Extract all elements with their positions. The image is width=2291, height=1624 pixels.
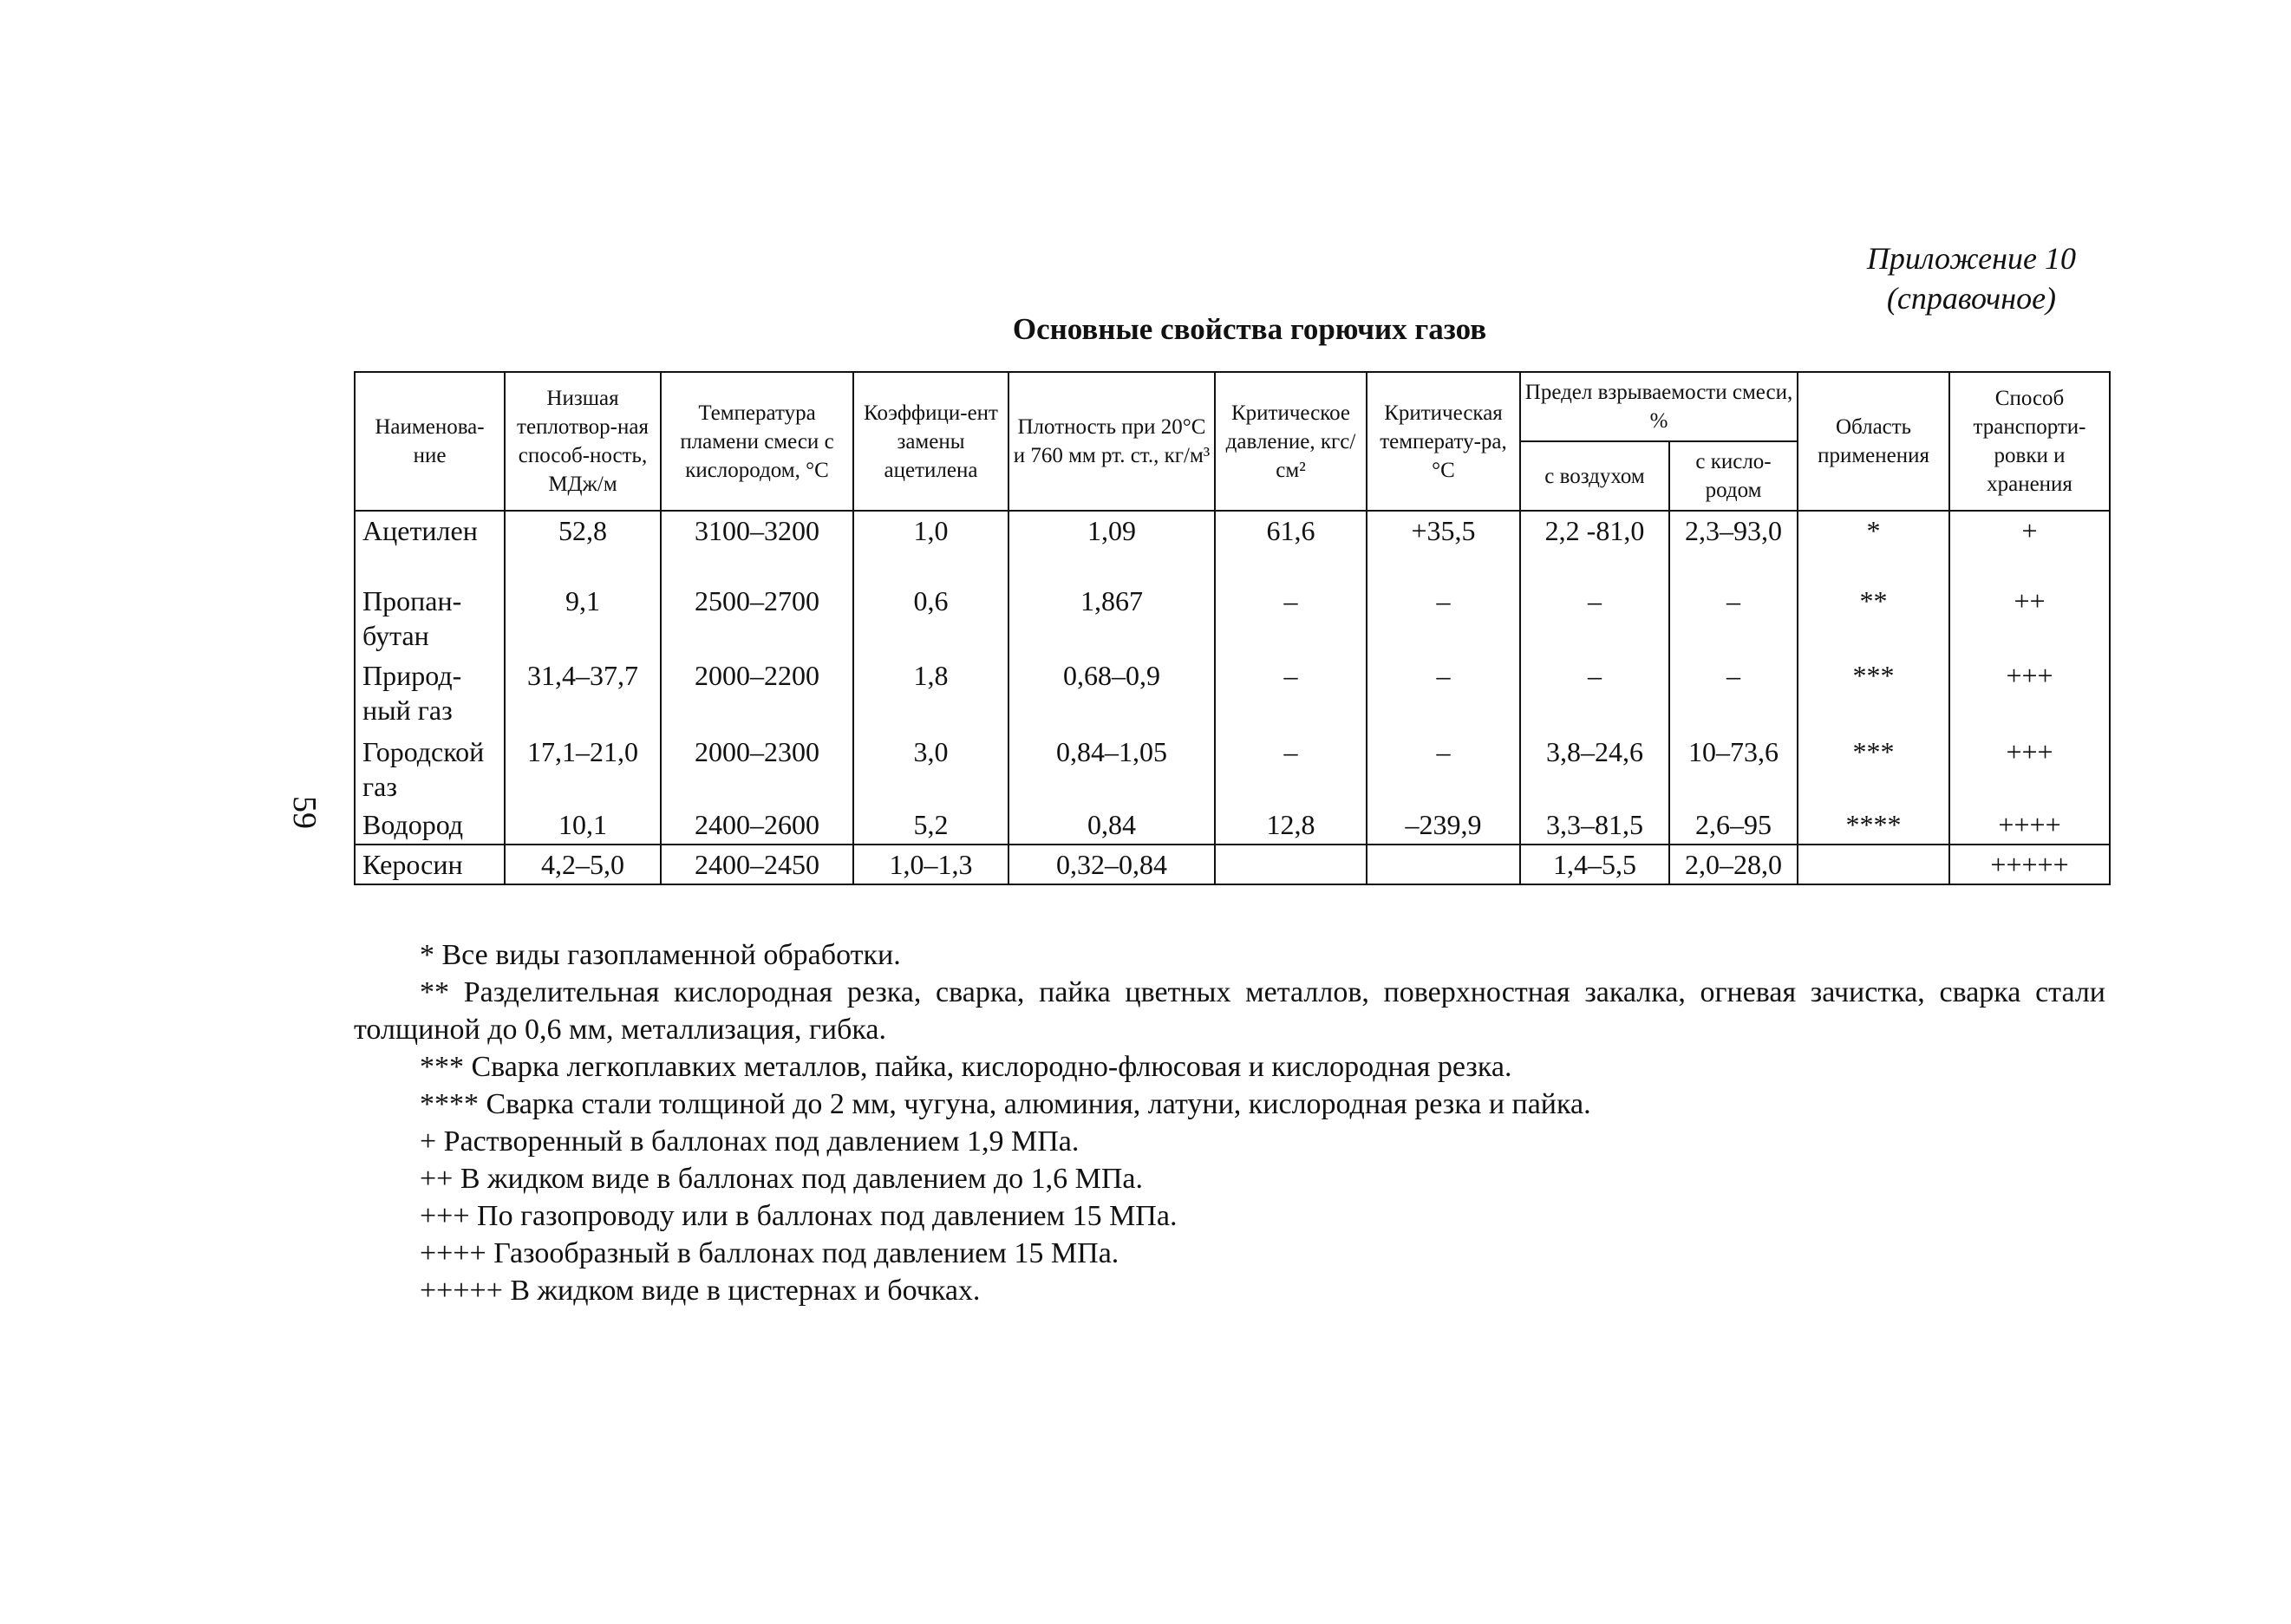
header-heat: Низшая теплотвор-ная способ-ность, МДж/м [505, 372, 661, 511]
cell-flame-temp: 2400–2450 [661, 845, 853, 884]
cell-oxygen: – [1669, 656, 1798, 733]
cell-density: 0,84 [1008, 805, 1215, 845]
cell-name: Природ-ный газ [355, 656, 505, 733]
cell-coef: 3,0 [853, 733, 1008, 805]
footnote: +++ По газопроводу или в баллонах под давлением 15 МПа. [420, 1200, 1178, 1232]
cell-crit-pressure: 12,8 [1215, 805, 1367, 845]
cell-oxygen: – [1669, 582, 1798, 656]
cell-air: – [1520, 656, 1669, 733]
footnote: +++++ В жидком виде в цистернах и бочках. [420, 1275, 981, 1307]
table-row [355, 733, 2110, 805]
header-name: Наименова-ние [355, 372, 505, 511]
appendix-type: (справочное) [1886, 281, 2057, 316]
cell-heat: 31,4–37,7 [505, 656, 661, 733]
cell-heat: 10,1 [505, 805, 661, 845]
cell-transport: + [1949, 511, 2110, 582]
header-crit-pressure: Критическое давление, кгс/см² [1215, 372, 1367, 511]
appendix-label [1867, 238, 2076, 318]
cell-density: 1,867 [1008, 582, 1215, 656]
cell-flame-temp: 2500–2700 [661, 582, 853, 656]
cell-name: Водород [355, 805, 505, 845]
header-transport: Способ транспорти-ровки и хранения [1949, 372, 2110, 511]
cell-transport: +++++ [1949, 845, 2110, 884]
cell-crit-pressure: – [1215, 582, 1367, 656]
cell-oxygen: 2,6–95 [1669, 805, 1798, 845]
table-header-row [355, 372, 2110, 441]
cell-area: * [1798, 511, 1949, 582]
cell-area: *** [1798, 733, 1949, 805]
cell-name: Городской газ [355, 733, 505, 805]
page-number: 59 [286, 796, 323, 829]
table-row [355, 845, 2110, 884]
cell-oxygen: 2,0–28,0 [1669, 845, 1798, 884]
cell-air: 1,4–5,5 [1520, 845, 1669, 884]
cell-crit-temp: +35,5 [1367, 511, 1520, 582]
cell-transport: ++ [1949, 582, 2110, 656]
cell-heat: 4,2–5,0 [505, 845, 661, 884]
cell-density: 0,32–0,84 [1008, 845, 1215, 884]
header-flame-temp: Температура пламени смеси с кислородом, °С [661, 372, 853, 511]
footnote: ++ В жидком виде в баллонах под давлением до 1,6 МПа. [420, 1163, 1144, 1195]
cell-oxygen: 10–73,6 [1669, 733, 1798, 805]
page-title: Основные свойства горючих газов [1012, 312, 1487, 346]
cell-crit-pressure: – [1215, 656, 1367, 733]
footnotes [354, 936, 2105, 1309]
header-with-oxygen: с кисло-родом [1669, 441, 1798, 511]
cell-crit-temp: – [1367, 733, 1520, 805]
footnote: * Все виды газопламенной обработки. [420, 939, 901, 971]
cell-crit-temp: – [1367, 656, 1520, 733]
cell-heat: 17,1–21,0 [505, 733, 661, 805]
cell-density: 1,09 [1008, 511, 1215, 582]
cell-air: 3,8–24,6 [1520, 733, 1669, 805]
table-body [355, 511, 2110, 884]
header-area: Область применения [1798, 372, 1949, 511]
header-explosive: Предел взрываемости смеси, % [1520, 372, 1798, 441]
table-row [355, 511, 2110, 582]
cell-transport: +++ [1949, 656, 2110, 733]
header-density: Плотность при 20°С и 760 мм рт. ст., кг/м³ [1008, 372, 1215, 511]
cell-heat: 52,8 [505, 511, 661, 582]
appendix-number: Приложение 10 [1866, 241, 2076, 276]
table-row [355, 656, 2110, 733]
gas-properties-table [354, 371, 2111, 885]
cell-density: 0,68–0,9 [1008, 656, 1215, 733]
cell-crit-pressure: – [1215, 733, 1367, 805]
footnote: *** Сварка легкоплавких металлов, пайка, кислородно-флюсовая и кислородная резка. [420, 1051, 1512, 1083]
cell-air: – [1520, 582, 1669, 656]
cell-crit-pressure: 61,6 [1215, 511, 1367, 582]
cell-oxygen: 2,3–93,0 [1669, 511, 1798, 582]
cell-crit-temp [1367, 845, 1520, 884]
cell-coef: 5,2 [853, 805, 1008, 845]
cell-flame-temp: 3100–3200 [661, 511, 853, 582]
cell-area [1798, 845, 1949, 884]
cell-coef: 1,0–1,3 [853, 845, 1008, 884]
footnote: **** Сварка стали толщиной до 2 мм, чугуна, алюминия, латуни, кислородная резка и пайка. [420, 1088, 1591, 1120]
cell-crit-pressure [1215, 845, 1367, 884]
header-with-air: с воздухом [1520, 441, 1669, 511]
table-row [355, 582, 2110, 656]
cell-air: 2,2 -81,0 [1520, 511, 1669, 582]
cell-area: ** [1798, 582, 1949, 656]
cell-transport: +++ [1949, 733, 2110, 805]
table-row [355, 805, 2110, 845]
cell-transport: ++++ [1949, 805, 2110, 845]
footnote: + Растворенный в баллонах под давлением 1,9 МПа. [420, 1125, 1080, 1158]
header-crit-temp: Критическая температу-ра, °С [1367, 372, 1520, 511]
cell-flame-temp: 2000–2200 [661, 656, 853, 733]
cell-name: Пропан-бутан [355, 582, 505, 656]
cell-area: *** [1798, 656, 1949, 733]
footnote: ++++ Газообразный в баллонах под давлением 15 МПа. [420, 1237, 1119, 1269]
cell-coef: 1,8 [853, 656, 1008, 733]
cell-air: 3,3–81,5 [1520, 805, 1669, 845]
cell-heat: 9,1 [505, 582, 661, 656]
cell-name: Керосин [355, 845, 505, 884]
cell-coef: 1,0 [853, 511, 1008, 582]
cell-flame-temp: 2400–2600 [661, 805, 853, 845]
cell-flame-temp: 2000–2300 [661, 733, 853, 805]
cell-crit-temp: –239,9 [1367, 805, 1520, 845]
cell-crit-temp: – [1367, 582, 1520, 656]
cell-density: 0,84–1,05 [1008, 733, 1215, 805]
cell-coef: 0,6 [853, 582, 1008, 656]
footnote: ** Разделительная кислородная резка, сварка, пайка цветных металлов, поверхностная закалка, огневая зачистка, сварка стали толщиной до 0,6 мм, металлизация, гибка. [354, 976, 2105, 1046]
cell-name: Ацетилен [355, 511, 505, 582]
cell-area: **** [1798, 805, 1949, 845]
header-coef: Коэффици-ент замены ацетилена [853, 372, 1008, 511]
